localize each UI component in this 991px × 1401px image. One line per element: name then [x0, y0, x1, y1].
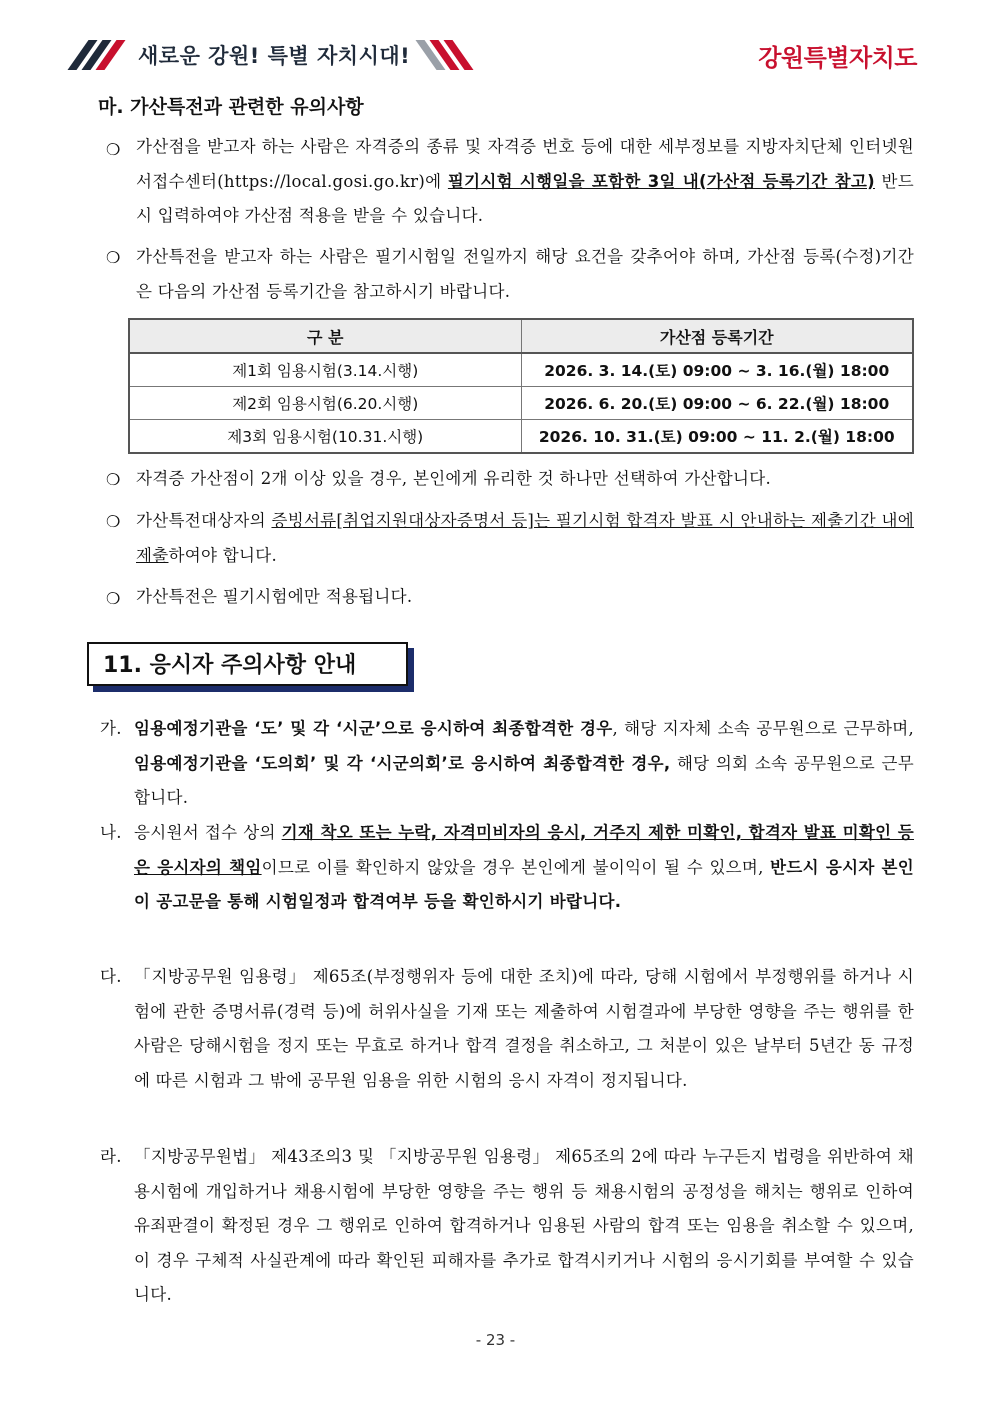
bullet-icon: ❍	[106, 140, 121, 159]
notice-item-ra: 라. 「지방공무원법」 제43조의3 및 「지방공무원 임용령」 제65조의 2에 따라 누구든지 법령을 위반하여 채용시험에 개입하거나 채용시험에 부당한 영향을 주는 행위 등 채용시험의 공정성을 해치는 행위로 인하여 유죄판결이 확정된 경우 그 행위로 인하여 합격하거나 임용된 사람의 합격 또는 임용을 취소할 수 있으며, 이 경우 구체적 사실관계에 따라 확인된 피해자를 추가로 합격시키거나 시험의 응시기회를 부여할 수 있습니다.	[100, 1140, 914, 1315]
item-marker: 다.	[100, 967, 122, 986]
section-11-heading: 11. 응시자 주의사항 안내	[87, 642, 408, 686]
ma-bullet-4-underline: 증빙서류[취업지원대상자증명서 등]는 필기시험 합격자 발표 시 안내하는 제출기간 내에 제출	[136, 511, 914, 565]
item-marker: 라.	[100, 1147, 122, 1166]
notice-item-na: 나. 응시원서 접수 상의 기재 착오 또는 누락, 자격미비자의 응시, 거주지 제한 미확인, 합격자 발표 미확인 등은 응시자의 책임이므로 이를 확인하지 않았을 경우 본인에게 불이익이 될 수 있으며, 반드시 응시자 본인이 공고문을 통해 시험일정과 합격여부 등을 확인하시기 바랍니다.	[100, 816, 914, 956]
ma-bullet-3: 자격증 가산점이 2개 이상 있을 경우, 본인에게 유리한 것 하나만 선택하여 가산합니다.	[136, 469, 772, 488]
section-ma-title: 마. 가산특전과 관련한 유의사항	[98, 96, 364, 118]
bonus-registration-table	[128, 318, 914, 454]
org-logo: 강원특별자치도	[758, 44, 917, 72]
item-marker: 가.	[100, 719, 122, 738]
bullet-icon: ❍	[106, 470, 121, 489]
notice-item-ga: 가. 임용예정기관을 ‘도’ 및 각 ‘시군’으로 응시하여 최종합격한 경우, 해당 지자체 소속 공무원으로 근무하며, 임용예정기관을 ‘도의회’ 및 각 ‘시군의회’로 응시하여 최종합격한 경우, 해당 의회 소속 공무원으로 근무합니다.	[100, 712, 914, 817]
bullet-icon: ❍	[106, 589, 121, 608]
table-row	[129, 420, 913, 454]
slogan-banner	[72, 38, 466, 72]
table-cell-exam: 제1회 임용시험(3.14.시행)	[129, 353, 521, 387]
table-header-row	[129, 319, 913, 353]
slogan-left-stripes-icon	[72, 40, 126, 70]
ma-bullet-1-emphasis: 필기시험 시행일을 포함한 3일 내(가산점 등록기간 참고)	[447, 171, 875, 191]
table-row	[129, 353, 913, 387]
slogan-text: 새로운 강원! 특별 자치시대!	[138, 44, 411, 68]
bullet-icon: ❍	[106, 512, 121, 531]
table-cell-exam: 제3회 임용시험(10.31.시행)	[129, 420, 521, 454]
page-number: - 23 -	[475, 1331, 516, 1349]
ma-bullet-1: 가산점을 받고자 하는 사람은 자격증의 종류 및 자격증 번호 등에 대한 세부정보를 지방자치단체 인터넷원서접수센터(https://local.gosi.go.kr)에 필기시험 시행일을 포함한 3일 내(가산점 등록기간 참고) 반드시 입력하여야 가산점 적용을 받을 수 있습니다.	[136, 137, 914, 225]
notice-item-da: 다. 「지방공무원 임용령」 제65조(부정행위자 등에 대한 조치)에 따라, 당해 시험에서 부정행위를 하거나 시험에 관한 증명서류(경력 등)에 허위사실을 기재 또는 제출하여 시험결과에 부당한 영향을 주는 행위를 한 사람은 당해시험을 정지 또는 무효로 하거나 합격 결정을 취소하고, 그 처분이 있은 날부터 5년간 동 규정에 따른 시험과 그 밖에 공무원 임용을 위한 시험의 응시 자격이 정지됩니다.	[100, 960, 914, 1135]
ma-bullet-2: 가산특전을 받고자 하는 사람은 필기시험일 전일까지 해당 요건을 갖추어야 하며, 가산점 등록(수정)기간은 다음의 가산점 등록기간을 참고하시기 바랍니다.	[136, 247, 914, 301]
bullet-icon: ❍	[106, 248, 121, 267]
table-cell-period: 2026. 6. 20.(토) 09:00 ~ 6. 22.(월) 18:00	[521, 387, 913, 420]
table-row	[129, 387, 913, 420]
slogan-right-stripes-icon	[420, 40, 466, 70]
table-header-period: 가산점 등록기간	[521, 319, 913, 353]
table-cell-period: 2026. 10. 31.(토) 09:00 ~ 11. 2.(월) 18:00	[521, 420, 913, 454]
table-cell-period: 2026. 3. 14.(토) 09:00 ~ 3. 16.(월) 18:00	[521, 353, 913, 387]
page-header	[0, 0, 991, 90]
table-header-category: 구 분	[129, 319, 521, 353]
item-marker: 나.	[100, 823, 122, 842]
table-cell-exam: 제2회 임용시험(6.20.시행)	[129, 387, 521, 420]
ma-bullet-4: 가산특전대상자의 증빙서류[취업지원대상자증명서 등]는 필기시험 합격자 발표 시 안내하는 제출기간 내에 제출하여야 합니다.	[136, 511, 914, 565]
ma-bullet-5: 가산특전은 필기시험에만 적용됩니다.	[136, 587, 413, 606]
